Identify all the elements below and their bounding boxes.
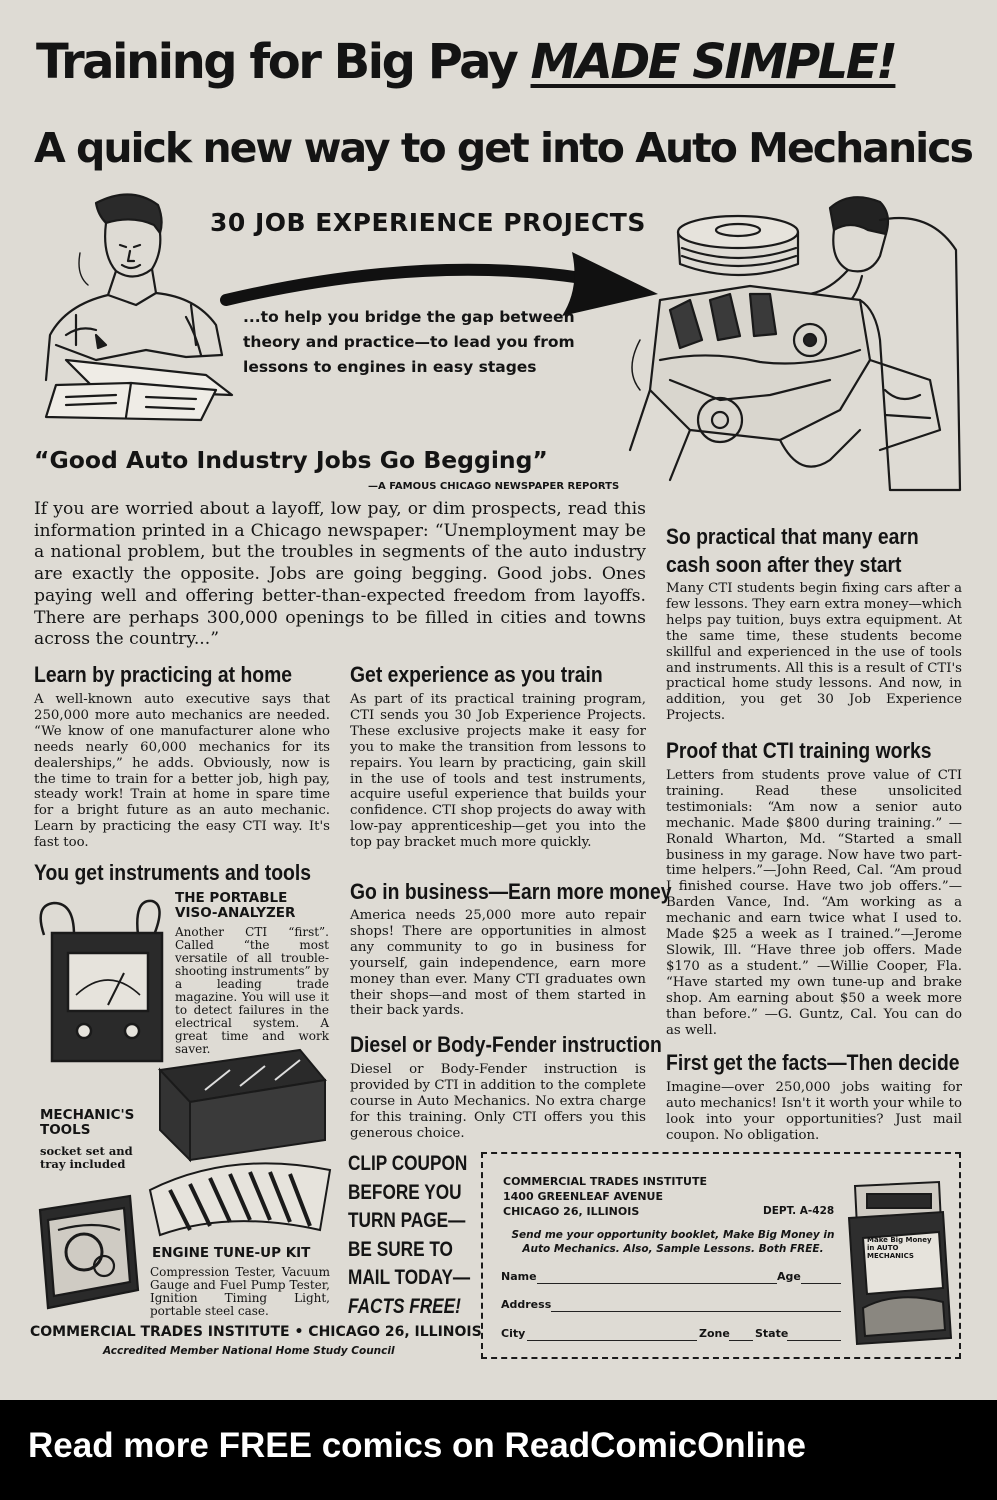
viso-title: THE PORTABLE VISO-ANALYZER	[175, 890, 296, 921]
name-label: Name	[501, 1270, 537, 1283]
tools-title: MECHANIC'S TOOLS	[40, 1107, 135, 1138]
facts-body: Imagine—over 250,000 jobs waiting for auto mechanics! Isn't it worth your while to look into your opportunities? Just mail coupon. No obligation.	[666, 1080, 962, 1143]
bridge-text: ...to help you bridge the gap between theory and practice—to lead you from lessons to engines in easy stages	[243, 308, 575, 376]
learn-body: A well-known auto executive says that 250,000 more auto mechanics are needed. “We know of one manufacturer alone who needs nearly 60,000 mechanics for its dealerships,” he adds. Obviously, now is the time to train for a better job, high pay, steady work! Train at home in spare time for a bright future as an auto mechanic. Learn by practicing the easy CTI way. It's fast too.	[34, 692, 330, 851]
intro-paragraph: If you are worried about a layoff, low pay, or dim prospects, read this information printed in a Chicago newspaper: “Unemployment may be a national problem, but the troubles in segments of the auto industry are exactly the opposite. Jobs are going begging. Good jobs. Ones paying well and offering better-than-expected freedom from layoffs. There are perhaps 300,000 openings to be filled in cities and towns across the country...”	[34, 499, 646, 650]
city-label: City	[501, 1327, 526, 1340]
coupon-dept: DEPT. A-428	[763, 1205, 835, 1217]
footer-accreditation: Accredited Member National Home Study Council	[103, 1345, 395, 1357]
booklet-illustration	[847, 1178, 957, 1348]
experience-body: As part of its practical training program, CTI sends you 30 Job Experience Projects. These exclusive projects make it easy for you to make the transition from lessons to repairs. You learn by practicing, gain skill in the use of tools and test instruments, acquire useful experience that builds your confidence. CTI shop projects do away with low-pay apprenticeship—get you into the top pay bracket much more quickly.	[350, 692, 646, 851]
practical-title-line1: So practical that many earn	[666, 524, 919, 549]
quote-headline: “Good Auto Industry Jobs Go Begging”	[34, 446, 548, 474]
experience-title: Get experience as you train	[350, 662, 603, 687]
viso-body: Another CTI “first”. Called “the most versatile of all trouble-shooting instruments” by a leading trade magazine. You will use it to detect failures in the electrical system. A great time and work saver.	[175, 925, 329, 1056]
business-body: America needs 25,000 more auto repair shops! There are opportunities in almost any community to go in business for yourself, gain independence, earn more money than ever. Many CTI graduates own their shops—and most of them started in their back yards.	[350, 908, 646, 1019]
coupon-street: 1400 GREENLEAF AVENUE	[503, 1190, 664, 1203]
tool-tray-icon	[150, 1040, 330, 1240]
main-headline	[36, 32, 895, 92]
state-field[interactable]	[787, 1340, 841, 1341]
proof-title: Proof that CTI training works	[666, 738, 932, 763]
coupon-city: CHICAGO 26, ILLINOIS	[503, 1205, 640, 1218]
coupon-org: COMMERCIAL TRADES INSTITUTE	[503, 1175, 707, 1188]
city-field[interactable]	[527, 1340, 697, 1341]
engine-mechanic-illustration	[630, 190, 960, 490]
age-field[interactable]	[801, 1283, 841, 1284]
zone-field[interactable]	[729, 1340, 753, 1341]
business-title: Go in business—Earn more money	[350, 879, 672, 904]
projects-title: 30 JOB EXPERIENCE PROJECTS	[210, 208, 646, 237]
proof-body: Letters from students prove value of CTI training. Read these unsolicited testimonials: “Am now a senior auto mechanic. Made $800 during training.” —Ronald Wharton, Md. “Started a small business in my garage. Now have two part-time helpers.”—John Reed, Cal. “Am proud I finished course. Have two job offers.”—Barden Vance, Ind. “Am working as a mechanic and earn twice what I used to. Made $25 a week as I trained.”—Jerome Slowik, Ill. “Have three job offers. Made $170 as a student.” —Willie Cooper, Fla. “Have started my own tune-up and brake shop. Am earning about $50 a week more than before.” —G. Guntz, Cal. You can do as well.	[666, 768, 962, 1038]
coupon-address	[503, 1174, 707, 1219]
address-label: Address	[501, 1298, 552, 1311]
headline-emphasis: MADE SIMPLE!	[530, 34, 896, 90]
kit-title: ENGINE TUNE-UP KIT	[152, 1245, 311, 1261]
diesel-body: Diesel or Body-Fender instruction is provided by CTI in addition to the complete course in Auto Mechanics. No extra charge for this training. Only CTI offers you this generous choice.	[350, 1062, 646, 1141]
learn-title: Learn by practicing at home	[34, 662, 293, 687]
diesel-title: Diesel or Body-Fender instruction	[350, 1032, 662, 1057]
address-field[interactable]	[551, 1311, 841, 1312]
mail-coupon[interactable]	[481, 1152, 961, 1359]
headline-prefix: Training for Big Pay	[36, 34, 517, 90]
footer-institute: COMMERCIAL TRADES INSTITUTE • CHICAGO 26, ILLINOIS	[30, 1324, 482, 1340]
clip-line-4: BE SURE TO	[348, 1237, 453, 1261]
clip-line-1: CLIP COUPON	[348, 1152, 468, 1175]
sub-headline: A quick new way to get into Auto Mechanics	[34, 124, 972, 172]
practical-body: Many CTI students begin fixing cars after a few lessons. They earn extra money—which helps pay tuition, buys extra equipment. At the same time, these students become skillful and experienced in the use of tools and instruments. All this is a result of CTI's practical home study lessons. And now, in addition, you get 30 Job Experience Projects.	[666, 581, 962, 724]
clip-line-2: BEFORE YOU	[348, 1180, 462, 1204]
tune-up-kit-icon	[34, 1190, 144, 1315]
clip-line-6: FACTS FREE!	[348, 1294, 461, 1318]
clip-line-5: MAIL TODAY—	[348, 1266, 471, 1290]
banner-link[interactable]: Read more FREE comics on ReadComicOnline	[28, 1426, 806, 1465]
name-field[interactable]	[537, 1283, 777, 1284]
clip-coupon-callout	[348, 1150, 471, 1322]
quote-source: —A FAMOUS CHICAGO NEWSPAPER REPORTS	[368, 481, 620, 492]
clip-line-3: TURN PAGE—	[348, 1209, 466, 1233]
coupon-request: Send me your opportunity booklet, Make Big Money in Auto Mechanics. Also, Sample Lessons. Both FREE.	[511, 1229, 835, 1255]
kit-body: Compression Tester, Vacuum Gauge and Fuel Pump Tester, Ignition Timing Light, portable steel case.	[150, 1265, 330, 1318]
practical-title-line2: cash soon after they start	[666, 552, 902, 577]
age-label: Age	[777, 1270, 801, 1283]
instruments-title: You get instruments and tools	[34, 860, 312, 885]
booklet-title: Make Big Money in AUTO MECHANICS	[867, 1236, 932, 1260]
zone-label: Zone	[699, 1327, 730, 1340]
facts-title: First get the facts—Then decide	[666, 1050, 960, 1075]
tools-body: socket set and tray included	[40, 1144, 133, 1171]
state-label: State	[755, 1327, 789, 1340]
